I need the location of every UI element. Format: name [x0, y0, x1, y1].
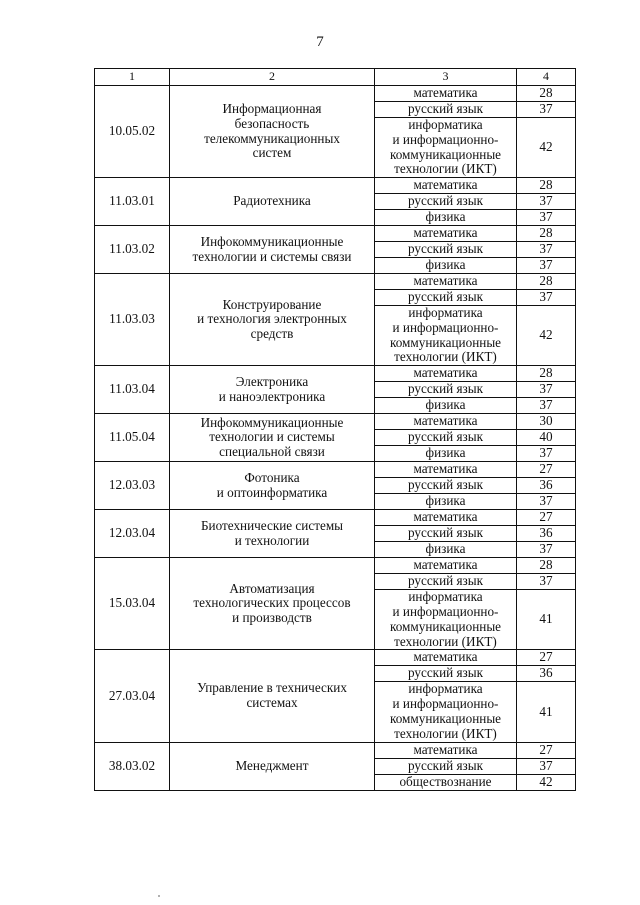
min-score: 36: [517, 478, 576, 494]
min-score: 37: [517, 258, 576, 274]
subject-name: математика: [375, 510, 517, 526]
subject-name: математика: [375, 742, 517, 758]
min-score: 28: [517, 226, 576, 242]
program-name: Управление в технических системах: [170, 650, 375, 742]
program-name: Менеджмент: [170, 742, 375, 790]
program-code: 12.03.03: [95, 462, 170, 510]
subject-name: русский язык: [375, 478, 517, 494]
column-header-4: 4: [517, 69, 576, 86]
table-row: [95, 366, 576, 382]
subject-name: математика: [375, 462, 517, 478]
subject-name: физика: [375, 398, 517, 414]
program-code: 27.03.04: [95, 650, 170, 742]
min-score: 37: [517, 542, 576, 558]
min-score: 28: [517, 274, 576, 290]
table-row: [95, 178, 576, 194]
program-name: Информационная безопасность телекоммуникационных систем: [170, 86, 375, 178]
min-score: 28: [517, 86, 576, 102]
program-name: Инфокоммуникационные технологии и системы связи: [170, 226, 375, 274]
min-score: 42: [517, 774, 576, 790]
subject-name: физика: [375, 446, 517, 462]
min-score: 42: [517, 118, 576, 178]
program-code: 11.05.04: [95, 414, 170, 462]
program-code: 10.05.02: [95, 86, 170, 178]
min-score: 27: [517, 650, 576, 666]
min-score: 27: [517, 462, 576, 478]
program-name: Радиотехника: [170, 178, 375, 226]
subject-name: физика: [375, 542, 517, 558]
min-score: 37: [517, 758, 576, 774]
min-score: 41: [517, 682, 576, 742]
column-header-2: 2: [170, 69, 375, 86]
subject-name: математика: [375, 86, 517, 102]
program-code: 11.03.03: [95, 274, 170, 366]
subject-name: русский язык: [375, 758, 517, 774]
program-code: 38.03.02: [95, 742, 170, 790]
min-score: 37: [517, 242, 576, 258]
min-score: 28: [517, 178, 576, 194]
min-score: 37: [517, 194, 576, 210]
subject-name: русский язык: [375, 290, 517, 306]
min-score: 37: [517, 494, 576, 510]
program-code: 12.03.04: [95, 510, 170, 558]
subject-name: информатика и информационно- коммуникационные технологии (ИКТ): [375, 118, 517, 178]
program-code: 11.03.04: [95, 366, 170, 414]
subject-name: физика: [375, 258, 517, 274]
subject-name: информатика и информационно- коммуникационные технологии (ИКТ): [375, 306, 517, 366]
table-body: [95, 69, 576, 791]
table-row: [95, 510, 576, 526]
subject-name: математика: [375, 414, 517, 430]
subject-name: русский язык: [375, 574, 517, 590]
program-code: 11.03.01: [95, 178, 170, 226]
table-row: [95, 86, 576, 102]
subject-name: математика: [375, 366, 517, 382]
min-score: 36: [517, 666, 576, 682]
min-score: 37: [517, 102, 576, 118]
subject-name: физика: [375, 210, 517, 226]
program-name: Автоматизация технологических процессов и производств: [170, 558, 375, 650]
column-header-3: 3: [375, 69, 517, 86]
min-score: 30: [517, 414, 576, 430]
subject-name: русский язык: [375, 102, 517, 118]
table-row: [95, 650, 576, 666]
min-score: 37: [517, 446, 576, 462]
min-score: 40: [517, 430, 576, 446]
subject-name: русский язык: [375, 526, 517, 542]
subject-name: информатика и информационно- коммуникационные технологии (ИКТ): [375, 682, 517, 742]
table-row: [95, 226, 576, 242]
program-code: 11.03.02: [95, 226, 170, 274]
table-row: [95, 414, 576, 430]
subject-name: математика: [375, 178, 517, 194]
table-row: [95, 274, 576, 290]
subject-name: математика: [375, 274, 517, 290]
min-score: 37: [517, 290, 576, 306]
subject-name: русский язык: [375, 242, 517, 258]
subject-name: русский язык: [375, 194, 517, 210]
subject-name: информатика и информационно- коммуникационные технологии (ИКТ): [375, 590, 517, 650]
min-score: 42: [517, 306, 576, 366]
min-score: 37: [517, 574, 576, 590]
min-score: 37: [517, 398, 576, 414]
subject-name: математика: [375, 650, 517, 666]
subject-name: русский язык: [375, 382, 517, 398]
table-row: [95, 462, 576, 478]
subject-name: русский язык: [375, 666, 517, 682]
min-score: 37: [517, 382, 576, 398]
subject-name: математика: [375, 226, 517, 242]
table-row: [95, 558, 576, 574]
table-row: [95, 742, 576, 758]
min-score: 37: [517, 210, 576, 226]
subject-name: физика: [375, 494, 517, 510]
min-score: 28: [517, 558, 576, 574]
scan-dot: [158, 895, 160, 897]
header-row: [95, 69, 576, 86]
program-name: Фотоника и оптоинформатика: [170, 462, 375, 510]
min-score: 27: [517, 510, 576, 526]
program-code: 15.03.04: [95, 558, 170, 650]
program-name: Инфокоммуникационные технологии и системы специальной связи: [170, 414, 375, 462]
program-name: Электроника и наноэлектроника: [170, 366, 375, 414]
min-score: 28: [517, 366, 576, 382]
program-name: Биотехнические системы и технологии: [170, 510, 375, 558]
subject-name: русский язык: [375, 430, 517, 446]
page-number: 7: [316, 34, 324, 50]
min-score: 41: [517, 590, 576, 650]
subject-name: математика: [375, 558, 517, 574]
subject-name: обществознание: [375, 774, 517, 790]
column-header-1: 1: [95, 69, 170, 86]
min-score: 27: [517, 742, 576, 758]
min-score: 36: [517, 526, 576, 542]
program-name: Конструирование и технология электронных средств: [170, 274, 375, 366]
admission-scores-table: [94, 68, 576, 791]
